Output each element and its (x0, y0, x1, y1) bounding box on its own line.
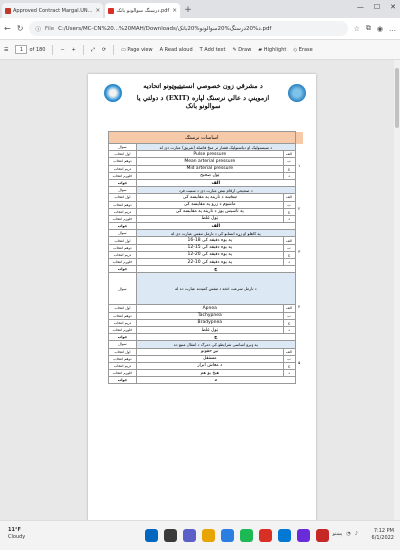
option-label: څلورم انتخاب (109, 259, 137, 266)
answer-row (109, 223, 304, 230)
option-row (109, 251, 304, 258)
option-label: دوهم انتخاب (109, 244, 137, 251)
option-label: څلورم انتخاب (109, 172, 137, 179)
wifi-icon[interactable]: ◔ (346, 531, 351, 537)
weather-temp: 11°F (8, 527, 21, 533)
option-row (109, 244, 304, 251)
page-view-label: Page view (127, 46, 153, 53)
option-text: ټول غلط (137, 215, 284, 222)
page-number-input[interactable]: 1 (15, 45, 27, 54)
option-row (109, 194, 304, 201)
document-title-line2: د دولتي يا (EXIT) ازموينې د عالي نرسنګ لپاره سوالونو بانک (136, 94, 270, 110)
union-logo-icon (288, 84, 306, 102)
option-row (109, 312, 304, 319)
tab-contract[interactable] (2, 3, 103, 18)
option-text: ماشوم د زرو په مقایسه کی (137, 201, 284, 208)
option-letter: د (283, 172, 295, 179)
taskbar-app-icon[interactable] (183, 529, 196, 542)
document-title-line1: د مشرقي زون خصوصي انستيټيوټونو اتحاديه (143, 82, 263, 90)
question-number: ۴ (298, 304, 301, 310)
answer-value: الف (137, 179, 296, 186)
url-field[interactable] (29, 21, 347, 36)
table-header-row (109, 132, 304, 144)
option-row (109, 319, 304, 326)
taskbar-app-icon[interactable] (259, 529, 272, 542)
question-number: ۲ (298, 205, 301, 211)
option-row (109, 362, 304, 369)
option-row (109, 201, 304, 208)
answer-label: جواب (109, 377, 137, 384)
option-label: څلورم انتخاب (109, 215, 137, 222)
option-row (109, 158, 304, 165)
taskbar-app-icon[interactable] (221, 529, 234, 542)
taskbar-apps (145, 529, 329, 542)
option-text: نیږ حقونو (137, 348, 284, 355)
question-stem-row (109, 230, 304, 237)
question-stem-row (109, 144, 304, 151)
option-letter: الف (283, 151, 295, 158)
option-letter: ب (283, 158, 295, 165)
start-menu-icon[interactable] (145, 529, 158, 542)
option-label: دوهم انتخاب (109, 158, 137, 165)
option-label: دريم انتخاب (109, 319, 137, 326)
divider (52, 45, 53, 55)
erase-icon: ◇ (293, 46, 298, 53)
option-text: Mean arterial pressure (137, 158, 284, 165)
scrollbar-thumb[interactable] (395, 68, 399, 128)
option-label: اول انتخاب (109, 237, 137, 244)
option-row (109, 215, 304, 222)
rotate-icon[interactable]: ⟳ (101, 46, 107, 53)
option-letter: الف (283, 237, 295, 244)
read-aloud-button[interactable] (160, 47, 193, 53)
option-label: څلورم انتخاب (109, 370, 137, 377)
table-header-spacer (295, 132, 303, 144)
option-label: دريم انتخاب (109, 208, 137, 215)
option-text: Tachypnea (137, 312, 284, 319)
clock-time: 7:12 PM (373, 528, 394, 534)
option-letter: ج (283, 362, 295, 369)
close-tab-icon[interactable]: × (172, 7, 178, 14)
question-label: سوال (109, 187, 137, 194)
volume-icon[interactable]: ♪ (354, 531, 358, 537)
draw-button[interactable] (232, 47, 251, 53)
weather-text: Cloudy (8, 534, 26, 540)
pdf-favicon-icon (5, 8, 11, 14)
draw-icon: ✎ (232, 46, 237, 53)
taskbar (0, 520, 400, 550)
answer-value: الف (137, 223, 296, 230)
option-label: دوهم انتخاب (109, 312, 137, 319)
option-letter: د (283, 259, 295, 266)
option-letter: ج (283, 165, 295, 172)
document-header (128, 82, 278, 110)
option-row (109, 326, 304, 333)
option-text: ټول غلط (137, 326, 284, 333)
option-label: دوهم انتخاب (109, 201, 137, 208)
pdf-page (88, 74, 316, 520)
highlight-button[interactable] (258, 47, 286, 53)
option-label: دريم انتخاب (109, 251, 137, 258)
new-tab-icon[interactable]: + (184, 5, 192, 15)
divider (113, 45, 114, 55)
option-row (109, 172, 304, 179)
highlight-icon: ▰ (258, 46, 263, 53)
answer-row (109, 377, 304, 384)
option-text: مستقل (137, 355, 284, 362)
option-text: ټول صحیح (137, 172, 284, 179)
close-tab-icon[interactable]: × (95, 7, 101, 14)
question-label: سوال (109, 144, 137, 151)
option-letter: الف (283, 348, 295, 355)
tab-bar (0, 0, 400, 18)
system-tray (332, 531, 358, 537)
table-of-contents-icon[interactable]: ☰ (4, 46, 9, 53)
tab-title: درسنگ سوالونو بانک.pdf (116, 7, 170, 14)
option-letter: ب (283, 244, 295, 251)
scrollbar[interactable] (394, 60, 400, 520)
answer-row (109, 266, 304, 273)
option-label: دوهم انتخاب (109, 355, 137, 362)
option-row (109, 355, 304, 362)
option-label: دريم انتخاب (109, 362, 137, 369)
pdf-viewer[interactable] (0, 60, 400, 520)
option-text: 16-18 په یوه دقیقه کی (137, 237, 284, 244)
option-row (109, 165, 304, 172)
taskbar-app-icon[interactable] (316, 529, 329, 542)
question-stem-row (109, 273, 304, 305)
option-letter: الف (283, 305, 295, 312)
taskbar-app-icon[interactable] (164, 529, 177, 542)
taskbar-app-icon[interactable] (240, 529, 253, 542)
more-menu-icon[interactable]: … (389, 24, 396, 33)
page-indicator (15, 45, 45, 54)
collections-icon[interactable]: ⧉ (365, 24, 371, 32)
zoom-in-button[interactable]: + (71, 46, 76, 53)
read-aloud-label: Read aloud (164, 46, 193, 53)
option-row (109, 208, 304, 215)
question-number: ۵ (298, 359, 301, 365)
divider (83, 45, 84, 55)
answer-label: جواب (109, 266, 137, 273)
favorite-star-icon[interactable]: ☆ (353, 24, 360, 33)
url-text: C:/Users/MC-CN%20...%20MAH/Downloads/د%20درسنگ%20سوالونو%20بانک.pdf (58, 25, 272, 32)
answer-row (109, 179, 304, 186)
question-label: سوال (109, 273, 137, 305)
option-label: اول انتخاب (109, 151, 137, 158)
option-row (109, 305, 304, 312)
back-icon[interactable]: ← (4, 24, 11, 33)
option-row (109, 370, 304, 377)
taskbar-app-icon[interactable] (202, 529, 215, 542)
window-controls (357, 3, 396, 11)
option-text: په تاسیس پوز د نارینه په مقایسه کی (137, 208, 284, 215)
clock[interactable] (372, 528, 394, 542)
question-label: سوال (109, 341, 137, 348)
clock-date: 6/1/2022 (371, 535, 394, 541)
option-label: اول انتخاب (109, 348, 137, 355)
option-letter: الف (283, 194, 295, 201)
question-label: سوال (109, 230, 137, 237)
refresh-icon[interactable]: ↻ (16, 24, 24, 33)
option-row (109, 348, 304, 355)
tab-title: Approved Contract Margal.UN... (13, 7, 93, 14)
option-text: Bradypnea (137, 319, 284, 326)
answer-value: ج (137, 334, 296, 341)
option-row (109, 237, 304, 244)
answer-value: ج (137, 266, 296, 273)
maximize-icon[interactable]: ☐ (373, 3, 381, 11)
page-view-button[interactable] (121, 47, 153, 53)
question-table (108, 131, 303, 384)
option-letter: د (283, 326, 295, 333)
page-view-icon: ▭ (121, 46, 126, 53)
question-text: په کاهلو او زړه انسانو کی د نارمل تنفس عبارت دی له (137, 230, 296, 237)
option-letter: ج (283, 251, 295, 258)
highlight-label: Highlight (263, 46, 287, 53)
info-icon: ⓘ (35, 26, 41, 33)
option-letter: د (283, 370, 295, 377)
answer-value: د (137, 377, 296, 384)
close-window-icon[interactable]: ✕ (390, 3, 396, 11)
option-text: Apnea (137, 305, 284, 312)
table-header: اساسات نرسنګ (109, 132, 296, 144)
add-text-label: Add text (204, 46, 226, 53)
minimize-icon[interactable]: — (356, 3, 364, 11)
option-text: ښځینه د نارینه په مقایسه کی (137, 194, 284, 201)
erase-button[interactable] (293, 47, 312, 53)
language-indicator[interactable]: پښتو (332, 531, 343, 537)
address-bar (0, 18, 400, 40)
option-row (109, 151, 304, 158)
add-text-icon: T (199, 46, 203, 53)
add-text-button[interactable] (200, 47, 226, 53)
option-letter: ج (283, 208, 295, 215)
option-text: هیڅ یو هم (137, 370, 284, 377)
option-text: Mid arterial pressure (137, 165, 284, 172)
question-text: د صحیحی ارقام نبض عبارت دی د ستیت فرد (137, 187, 296, 194)
question-number: ۳ (298, 248, 301, 254)
pdf-toolbar (0, 40, 400, 60)
answer-label: جواب (109, 179, 137, 186)
erase-label: Erase (298, 46, 313, 53)
question-text: د نارمل سرعت څخه د تنفس کمیدنه عبارت ده له (137, 273, 296, 305)
option-text: Pulse pressure (137, 151, 284, 158)
question-stem-row (109, 341, 304, 348)
institute-logo-icon (104, 84, 122, 102)
option-letter: ج (283, 319, 295, 326)
option-label: دريم انتخاب (109, 165, 137, 172)
option-row (109, 259, 304, 266)
pdf-favicon-icon (108, 8, 114, 14)
page-total: of 180 (29, 46, 46, 53)
zoom-out-button[interactable]: − (60, 46, 65, 53)
option-text: 12-15 په یوه دقیقه کی (137, 244, 284, 251)
url-scheme: File (44, 25, 55, 32)
option-text: 12-20 په یوه دقیقه کی (137, 251, 284, 258)
option-text: 22-10 په یوه دقیقه کی (137, 259, 284, 266)
option-label: اول انتخاب (109, 305, 137, 312)
answer-row (109, 334, 304, 341)
option-label: اول انتخاب (109, 194, 137, 201)
option-label: څلورم انتخاب (109, 326, 137, 333)
option-letter: د (283, 215, 295, 222)
answer-label: جواب (109, 334, 137, 341)
draw-label: Draw (238, 46, 252, 53)
question-stem-row (109, 187, 304, 194)
taskbar-app-icon[interactable] (278, 529, 291, 542)
read-aloud-icon: A (159, 46, 164, 53)
option-letter: ب (283, 312, 295, 319)
question-text: د سیستولیک او دیاستولیک فشار تر منځ فاصله (تفریق) عبارت دی له (137, 144, 296, 151)
option-letter: ب (283, 355, 295, 362)
option-letter: ب (283, 201, 295, 208)
fit-page-icon[interactable]: ⤢ (90, 46, 95, 53)
question-text: په ډیرو اساسی شرایطو کی دمرګ د انتقال منبع ده (137, 341, 296, 348)
option-text: د معاش ابزار (137, 362, 284, 369)
question-number: ۱ (298, 162, 301, 168)
taskbar-app-icon[interactable] (297, 529, 310, 542)
answer-label: جواب (109, 223, 137, 230)
profile-icon[interactable]: ◉ (376, 24, 383, 33)
tab-question-bank[interactable] (105, 3, 180, 18)
weather-widget[interactable] (8, 527, 25, 541)
